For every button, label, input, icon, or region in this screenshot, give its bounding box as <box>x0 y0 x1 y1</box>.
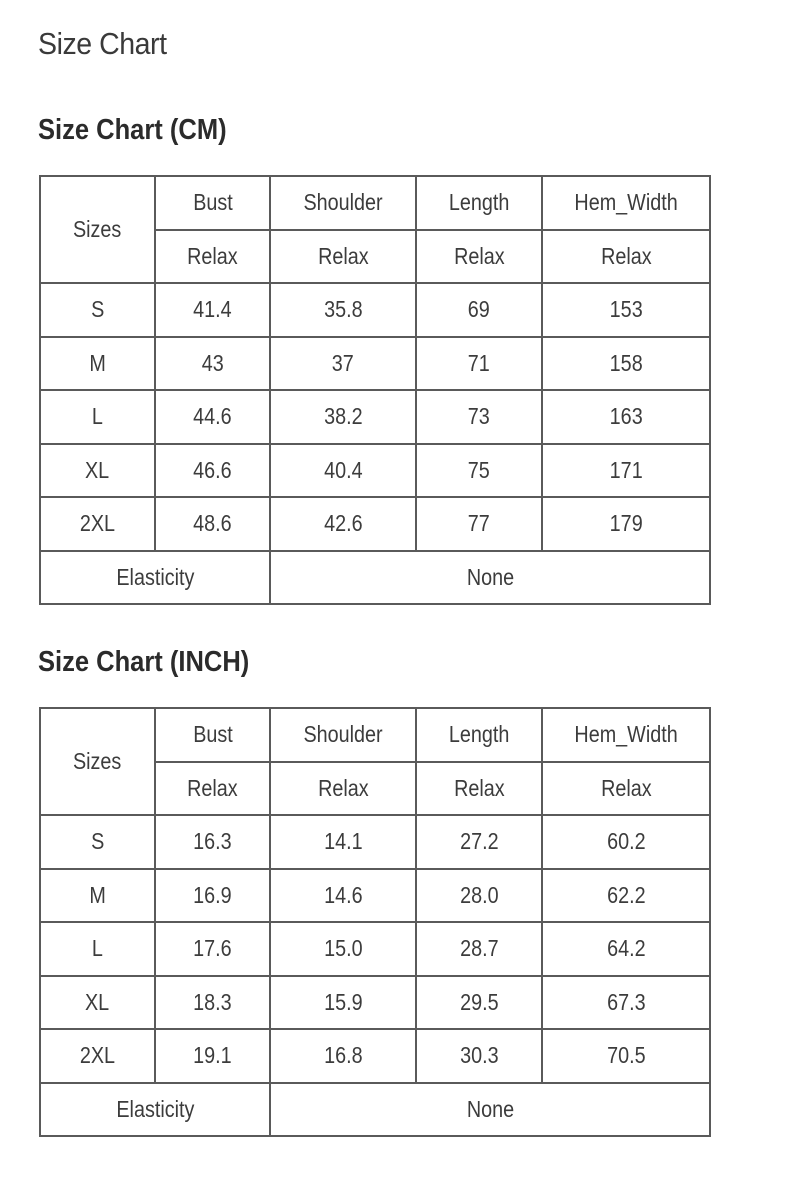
table-row <box>40 497 710 551</box>
size-cell: L <box>40 922 155 976</box>
value-cell: 46.6 <box>155 444 271 498</box>
value-cell: 19.1 <box>155 1029 271 1083</box>
size-cell: M <box>40 337 155 391</box>
elasticity-label-cell: Elasticity <box>40 1083 270 1137</box>
size-cell: 2XL <box>40 1029 155 1083</box>
sizes-header-cell: Sizes <box>40 176 155 283</box>
length-header-cell: Length <box>416 176 542 230</box>
header-row <box>40 708 710 762</box>
fit-cell: Relax <box>416 762 542 816</box>
value-cell: 35.8 <box>270 283 416 337</box>
value-cell: 62.2 <box>542 869 710 923</box>
shoulder-header-cell: Shoulder <box>270 708 416 762</box>
value-cell: 16.8 <box>270 1029 416 1083</box>
size-cell: XL <box>40 976 155 1030</box>
elasticity-row <box>40 551 710 605</box>
header-row <box>40 176 710 230</box>
fit-cell: Relax <box>270 230 416 284</box>
value-cell: 69 <box>416 283 542 337</box>
value-cell: 17.6 <box>155 922 271 976</box>
size-cell: S <box>40 283 155 337</box>
elasticity-row <box>40 1083 710 1137</box>
fit-cell: Relax <box>270 762 416 816</box>
value-cell: 67.3 <box>542 976 710 1030</box>
value-cell: 37 <box>270 337 416 391</box>
size-cell: XL <box>40 444 155 498</box>
size-cell: M <box>40 869 155 923</box>
value-cell: 153 <box>542 283 710 337</box>
value-cell: 179 <box>542 497 710 551</box>
value-cell: 71 <box>416 337 542 391</box>
size-cell: L <box>40 390 155 444</box>
cm-size-table <box>39 175 711 605</box>
value-cell: 16.3 <box>155 815 271 869</box>
value-cell: 43 <box>155 337 271 391</box>
fit-cell: Relax <box>155 230 271 284</box>
value-cell: 18.3 <box>155 976 271 1030</box>
inch-chart-heading: Size Chart (INCH) <box>38 646 250 678</box>
value-cell: 70.5 <box>542 1029 710 1083</box>
fit-cell: Relax <box>542 230 710 284</box>
size-cell: 2XL <box>40 497 155 551</box>
table-row <box>40 976 710 1030</box>
value-cell: 15.0 <box>270 922 416 976</box>
elasticity-value-cell: None <box>270 551 710 605</box>
hem-width-header-cell: Hem_Width <box>542 708 710 762</box>
value-cell: 14.6 <box>270 869 416 923</box>
shoulder-header-cell: Shoulder <box>270 176 416 230</box>
value-cell: 38.2 <box>270 390 416 444</box>
table-row <box>40 869 710 923</box>
value-cell: 16.9 <box>155 869 271 923</box>
value-cell: 29.5 <box>416 976 542 1030</box>
value-cell: 41.4 <box>155 283 271 337</box>
fit-cell: Relax <box>542 762 710 816</box>
value-cell: 28.0 <box>416 869 542 923</box>
page-title: Size Chart <box>38 26 167 61</box>
value-cell: 14.1 <box>270 815 416 869</box>
value-cell: 77 <box>416 497 542 551</box>
size-cell: S <box>40 815 155 869</box>
value-cell: 171 <box>542 444 710 498</box>
value-cell: 75 <box>416 444 542 498</box>
value-cell: 163 <box>542 390 710 444</box>
value-cell: 60.2 <box>542 815 710 869</box>
bust-header-cell: Bust <box>155 176 271 230</box>
value-cell: 27.2 <box>416 815 542 869</box>
inch-size-table <box>39 707 711 1137</box>
value-cell: 158 <box>542 337 710 391</box>
table-row <box>40 815 710 869</box>
value-cell: 42.6 <box>270 497 416 551</box>
value-cell: 44.6 <box>155 390 271 444</box>
table-row <box>40 283 710 337</box>
hem-width-header-cell: Hem_Width <box>542 176 710 230</box>
elasticity-value-cell: None <box>270 1083 710 1137</box>
sizes-header-cell: Sizes <box>40 708 155 815</box>
cm-chart-heading: Size Chart (CM) <box>38 114 227 146</box>
length-header-cell: Length <box>416 708 542 762</box>
value-cell: 48.6 <box>155 497 271 551</box>
elasticity-label-cell: Elasticity <box>40 551 270 605</box>
value-cell: 64.2 <box>542 922 710 976</box>
value-cell: 40.4 <box>270 444 416 498</box>
fit-cell: Relax <box>155 762 271 816</box>
table-row <box>40 390 710 444</box>
table-row <box>40 337 710 391</box>
value-cell: 15.9 <box>270 976 416 1030</box>
table-row <box>40 1029 710 1083</box>
fit-cell: Relax <box>416 230 542 284</box>
bust-header-cell: Bust <box>155 708 271 762</box>
table-row <box>40 444 710 498</box>
value-cell: 28.7 <box>416 922 542 976</box>
table-row <box>40 922 710 976</box>
value-cell: 73 <box>416 390 542 444</box>
value-cell: 30.3 <box>416 1029 542 1083</box>
